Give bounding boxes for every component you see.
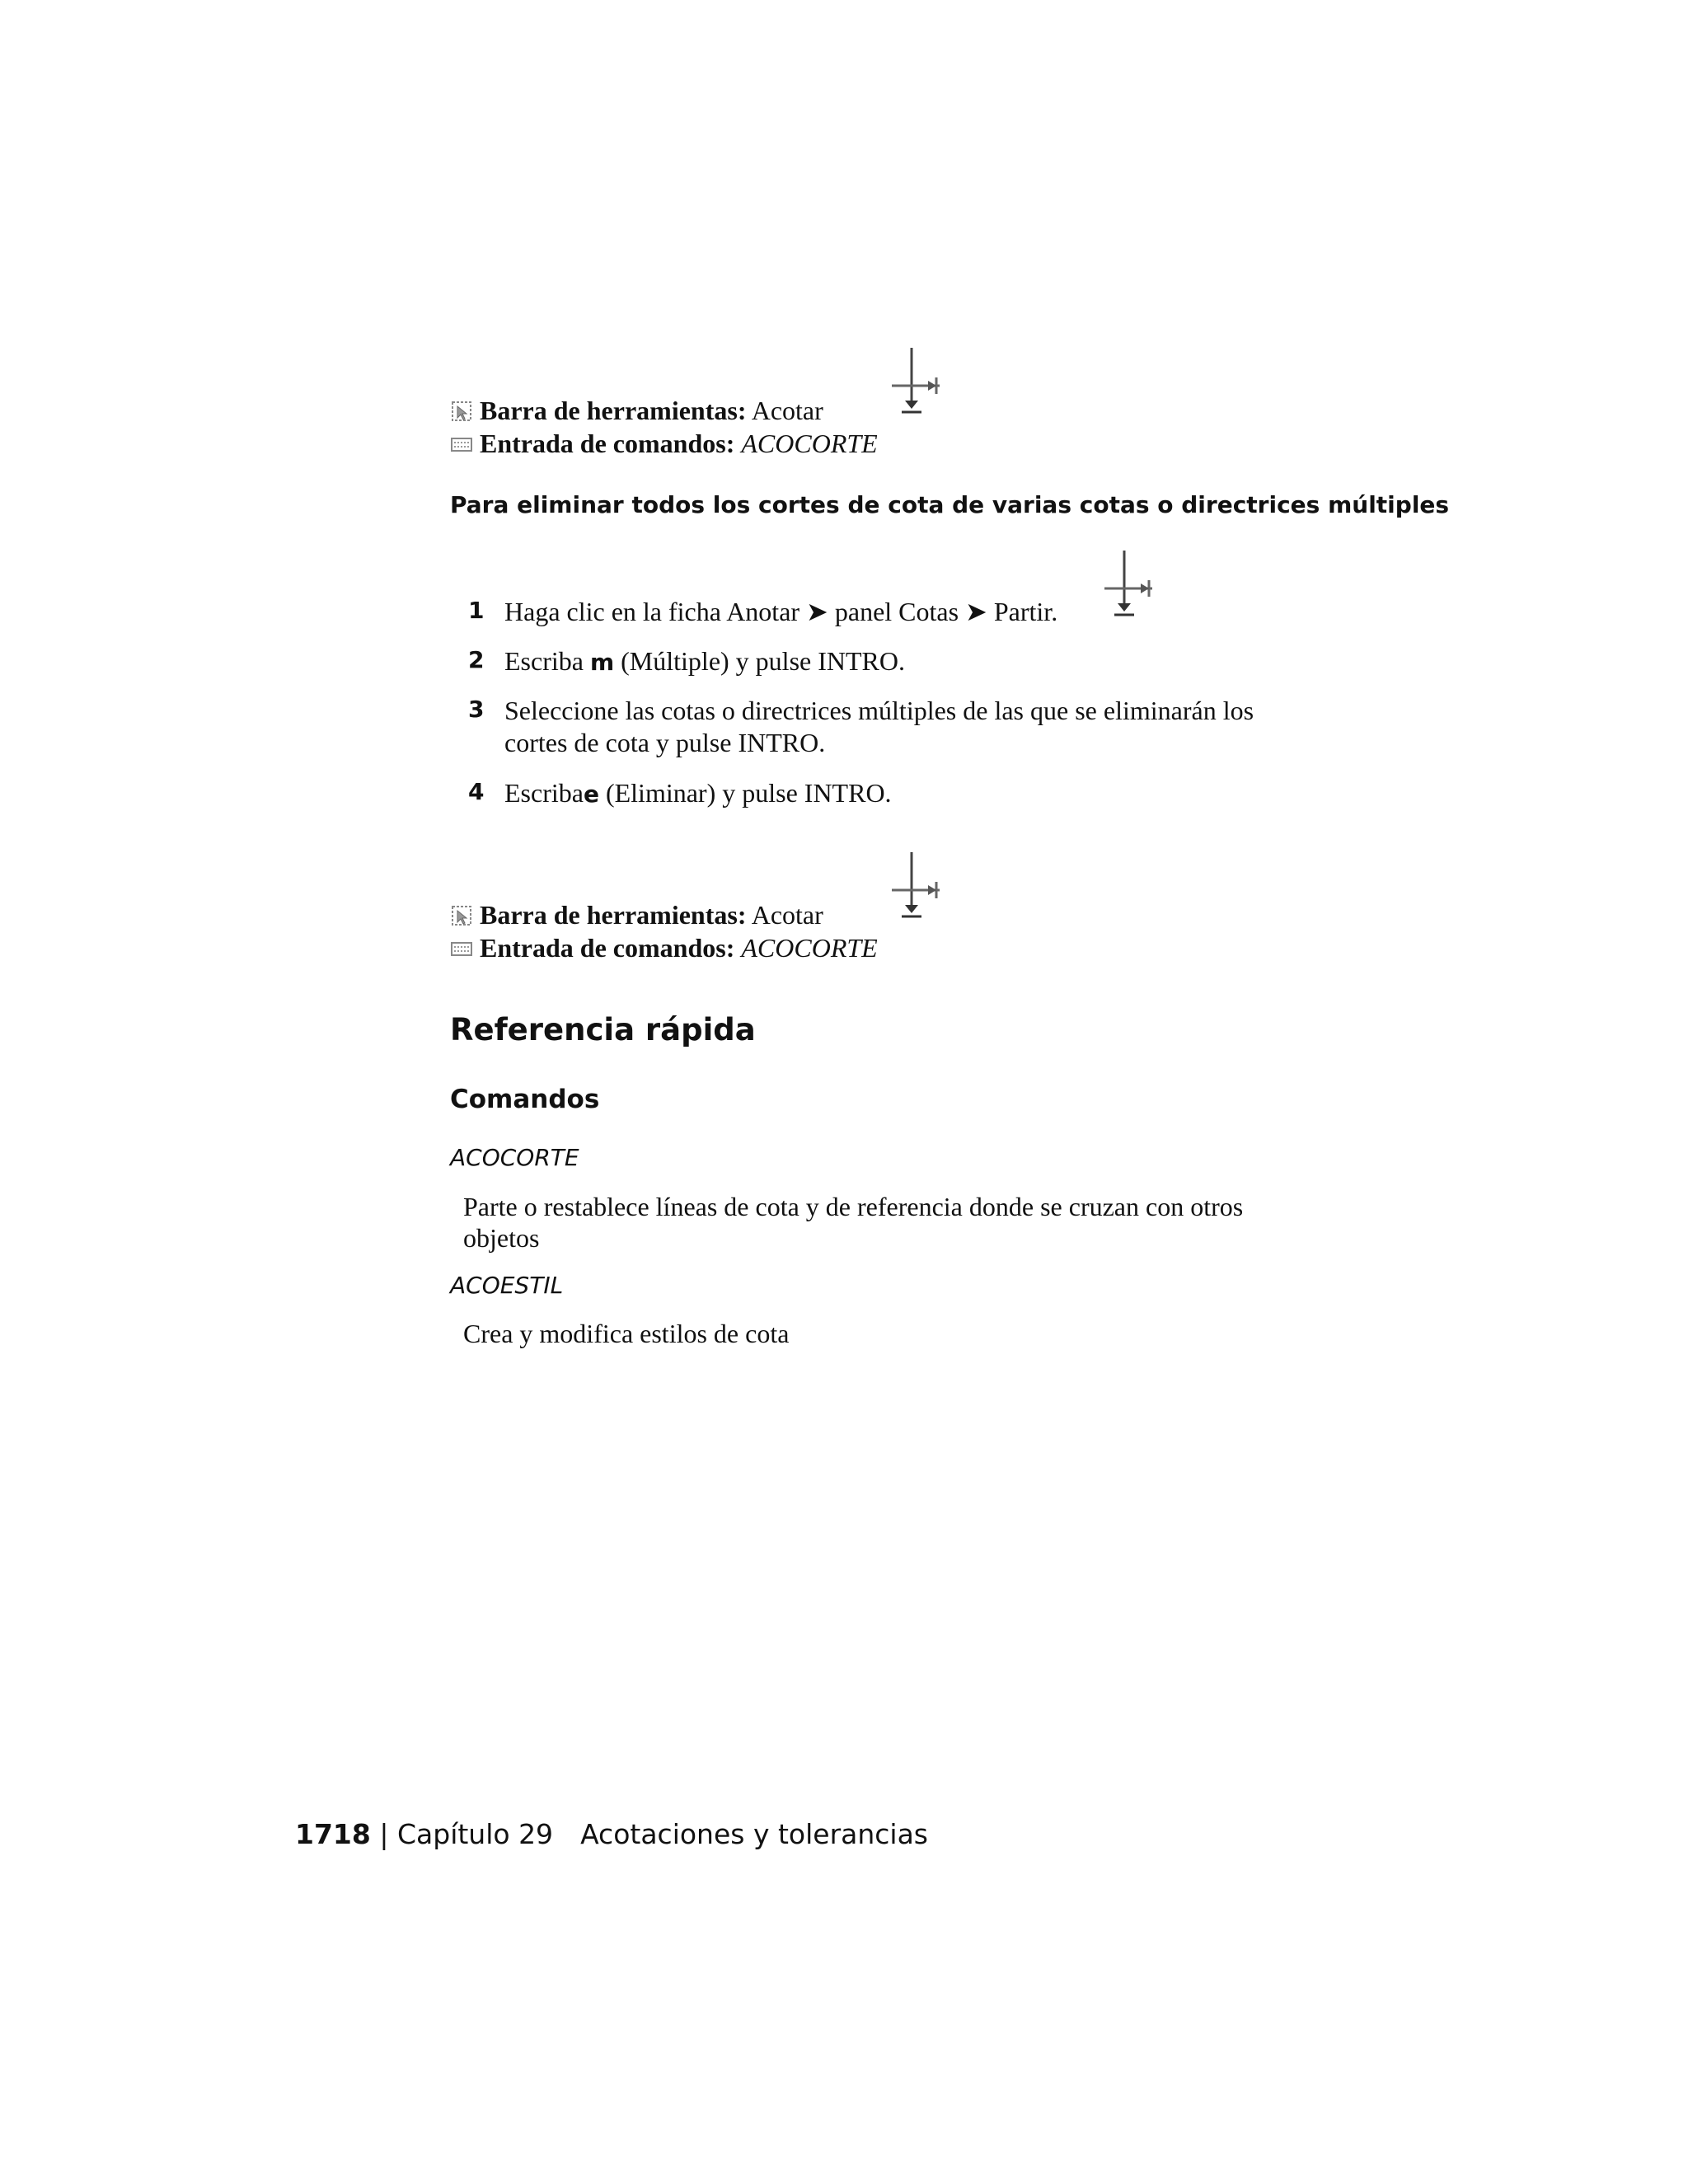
procedure-step-2 (450, 644, 1357, 681)
procedure-step-4 (450, 776, 1357, 813)
toolbar-label: Barra de herramientas: (480, 900, 747, 930)
dimbreak-toolbar-icon (889, 346, 943, 420)
commands-subheading: Comandos (450, 1085, 600, 1114)
step-text: Haga clic en la ficha Anotar ➤ panel Cotas ➤ Partir. (504, 597, 1058, 626)
command-name: ACOESTIL (450, 1272, 564, 1299)
step-text-post: (Múltiple) y pulse INTRO. (614, 646, 905, 676)
toolbar-cursor-icon (450, 400, 473, 423)
chapter-label: Capítulo 29 (396, 1818, 554, 1850)
command-description-line2: objetos (463, 1223, 540, 1253)
step-number: 2 (468, 646, 485, 673)
command-line (450, 427, 878, 460)
step-text (504, 776, 892, 811)
toolbar-cursor-icon (450, 904, 473, 927)
page-number: 1718 (295, 1818, 371, 1850)
command-description-line1: Crea y modifica estilos de cota (463, 1319, 790, 1348)
step-key: m (589, 649, 615, 676)
footer-separator: | (379, 1818, 389, 1850)
access-block-2 (450, 851, 978, 970)
step-number: 3 (468, 696, 485, 723)
command-label: Entrada de comandos: (480, 429, 735, 458)
command-value: ACOCORTE (741, 933, 878, 963)
dimbreak-toolbar-icon (889, 851, 943, 925)
procedure-step-1 (450, 549, 1357, 631)
chapter-title: Acotaciones y tolerancias (580, 1818, 929, 1850)
toolbar-value: Acotar (751, 396, 823, 425)
step-number: 4 (468, 778, 485, 805)
command-name: ACOCORTE (450, 1144, 579, 1171)
toolbar-line (450, 898, 823, 931)
step-key: e (583, 780, 599, 808)
toolbar-line (450, 394, 823, 427)
quick-reference-heading: Referencia rápida (450, 1012, 756, 1047)
command-label: Entrada de comandos: (480, 933, 735, 963)
command-line (450, 931, 878, 964)
step-text-line1: Seleccione las cotas o directrices múltiples de las que se eliminarán los (504, 696, 1254, 725)
toolbar-value: Acotar (751, 900, 823, 930)
toolbar-label: Barra de herramientas: (480, 396, 747, 425)
command-description-line1: Parte o restablece líneas de cota y de referencia donde se cruzan con otros (463, 1192, 1244, 1221)
step-text-post: (Eliminar) y pulse INTRO. (598, 778, 892, 808)
step-text-pre: Escriba (504, 778, 584, 808)
procedure-title: Para eliminar todos los cortes de cota de varias cotas o directrices múltiples (450, 491, 1450, 518)
access-block-1 (450, 346, 978, 466)
keyboard-icon (450, 433, 473, 456)
step-text-pre: Escriba (504, 646, 590, 676)
keyboard-icon (450, 937, 473, 960)
step-text (504, 644, 905, 679)
procedure-step-3 (450, 694, 1357, 763)
command-value: ACOCORTE (741, 429, 878, 458)
page-footer (295, 1818, 928, 1850)
dimbreak-ribbon-icon (1101, 549, 1156, 623)
step-number: 1 (468, 597, 485, 624)
step-text-line2: cortes de cota y pulse INTRO. (504, 728, 826, 757)
